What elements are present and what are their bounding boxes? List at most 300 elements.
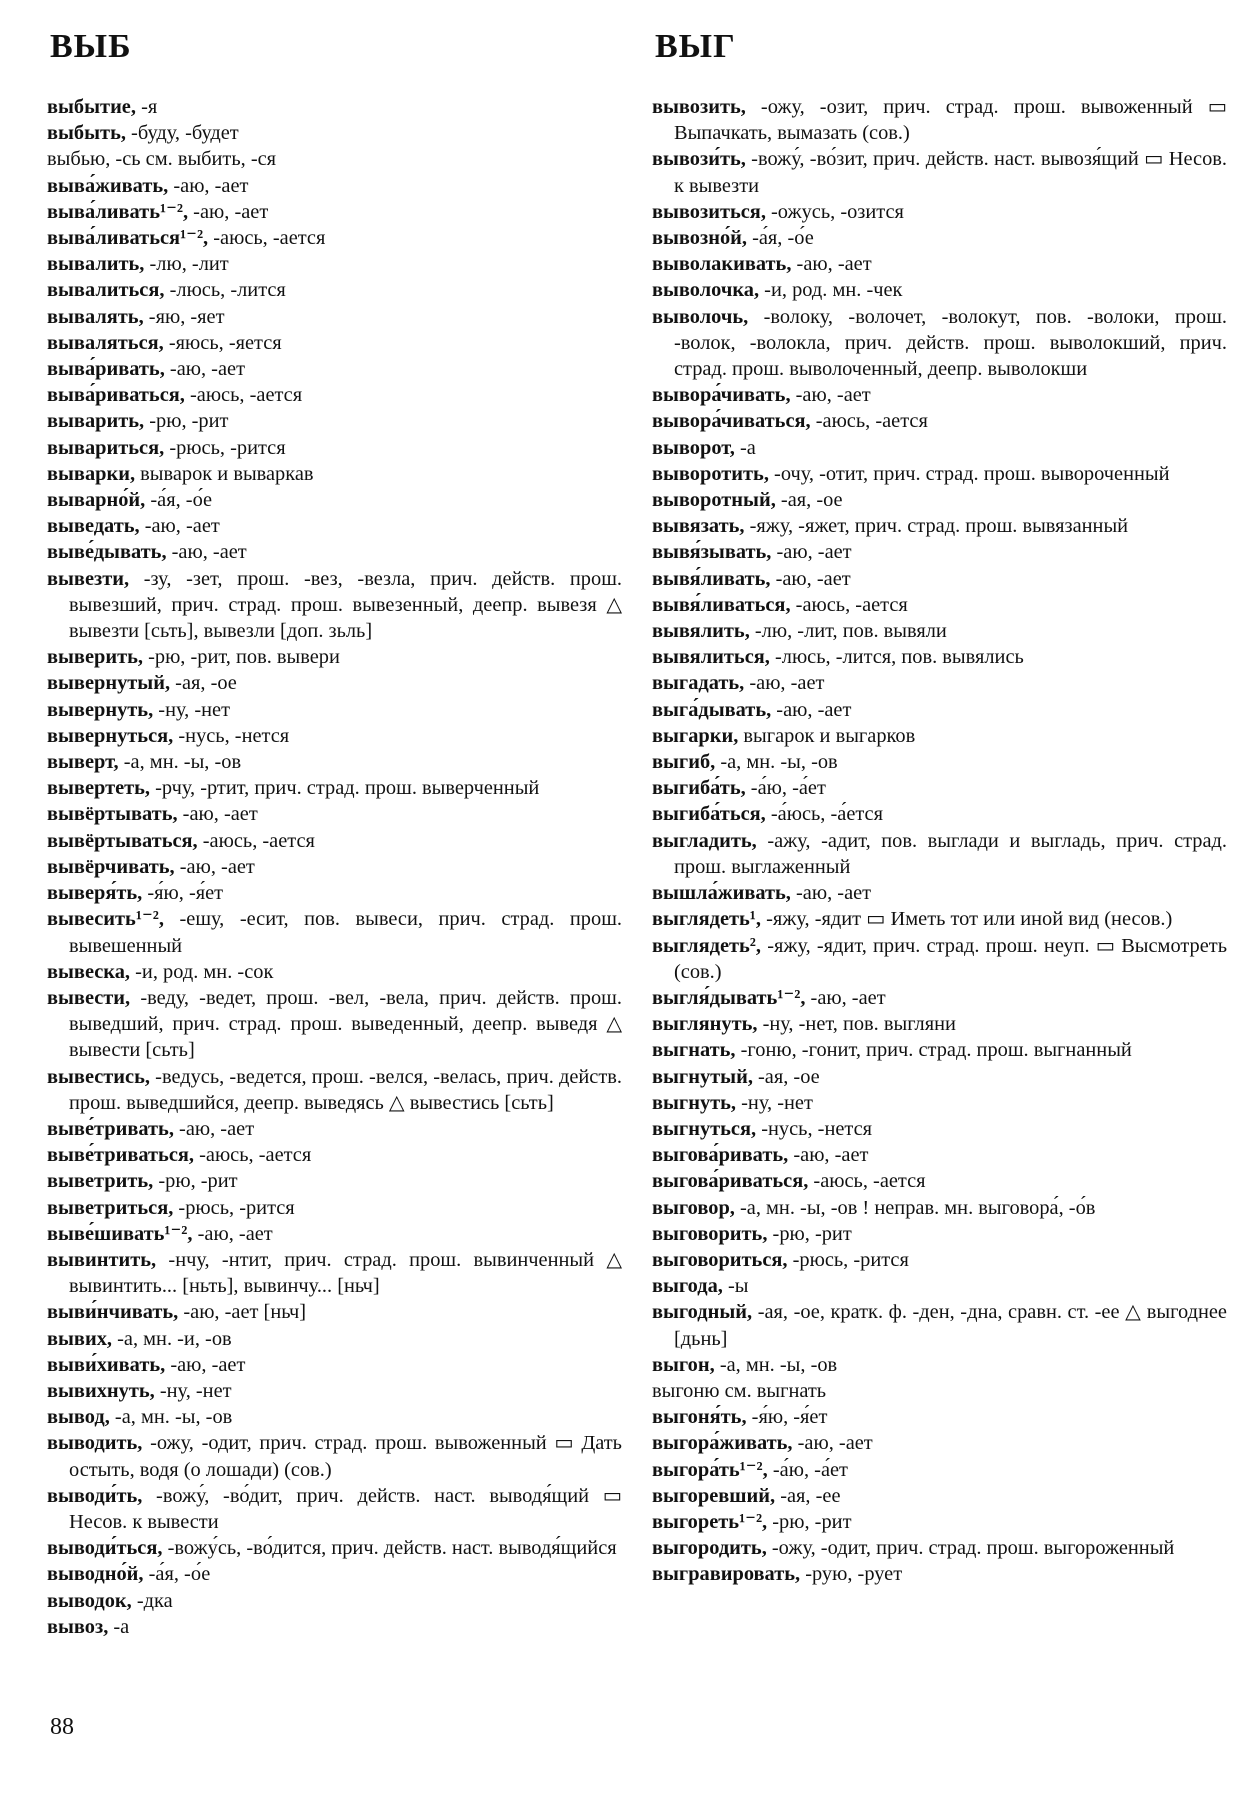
- dictionary-entry: [652, 1378, 1227, 1404]
- dictionary-entry: [47, 539, 622, 565]
- dictionary-entry: [652, 225, 1227, 251]
- dictionary-entry: [652, 670, 1227, 696]
- entry-forms: -и, род. мн. -сок: [130, 960, 274, 983]
- entry-headword: выговор,: [652, 1196, 735, 1219]
- entry-forms: -рю, -рит, пов. вывери: [142, 646, 340, 669]
- dictionary-entry: [652, 1273, 1227, 1299]
- dictionary-entry: [652, 906, 1227, 932]
- dictionary-entry: [652, 933, 1227, 985]
- entry-headword: вышла́живать,: [652, 882, 791, 905]
- entry-forms: -ая, -ое: [775, 489, 843, 512]
- dictionary-entry: [652, 1404, 1227, 1430]
- entry-forms: -рю, -рит: [144, 410, 229, 433]
- entry-forms: -вожу́сь, -во́дится, прич. действ. наст. выводя́щийся: [162, 1537, 617, 1560]
- entry-headword: выгореть¹⁻²,: [652, 1510, 768, 1533]
- entry-headword: выгнуть,: [652, 1091, 737, 1114]
- dictionary-entry: [652, 1142, 1227, 1168]
- dictionary-entry: [652, 94, 1227, 146]
- entry-headword: выводи́ться,: [47, 1537, 163, 1560]
- entry-headword: вывозиться,: [652, 200, 766, 223]
- dictionary-entry: [47, 880, 622, 906]
- entry-forms: -ожу, -озит, прич. страд. прош. вывоженный ▭ Выпачкать, вымазать (сов.): [674, 96, 1227, 145]
- entry-forms: -рую, -рует: [800, 1563, 903, 1586]
- entry-forms: -а: [734, 436, 756, 459]
- dictionary-entry: [47, 749, 622, 775]
- entry-headword: выве́триваться,: [47, 1144, 195, 1167]
- dictionary-entry: [47, 199, 622, 225]
- entry-headword: выгладить,: [652, 829, 757, 852]
- entry-forms: -аю, -ает: [788, 1144, 869, 1167]
- entry-headword: выгадать,: [652, 672, 745, 695]
- entry-headword: вывора́чиваться,: [652, 410, 811, 433]
- dictionary-entry: [47, 801, 622, 827]
- entry-forms: -лю, -лит: [144, 253, 229, 276]
- entry-headword: выговорить,: [652, 1222, 768, 1245]
- entry-headword: вывози́ть,: [652, 148, 746, 171]
- entry-forms: -яюсь, -яется: [163, 331, 282, 354]
- dictionary-entry: [652, 1430, 1227, 1456]
- dictionary-entry: [652, 513, 1227, 539]
- entry-forms: -аю, -ает: [188, 200, 269, 223]
- dictionary-entry: [47, 1247, 622, 1299]
- entry-forms: -яю, -яет: [143, 305, 225, 328]
- dictionary-entry: [47, 1430, 622, 1482]
- entry-headword: выварить,: [47, 410, 145, 433]
- dictionary-entry: [652, 1064, 1227, 1090]
- entry-headword: выбыть,: [47, 122, 126, 145]
- dictionary-entry: [47, 513, 622, 539]
- entry-forms: -рюсь, -рится: [787, 1248, 909, 1271]
- entry-headword: выгора́живать,: [652, 1432, 793, 1455]
- entry-headword: выговориться,: [652, 1248, 788, 1271]
- dictionary-entry: [652, 199, 1227, 225]
- entry-headword: выгоревший,: [652, 1484, 776, 1507]
- dictionary-entry: [47, 461, 622, 487]
- entry-forms: -аю, -ает: [771, 541, 852, 564]
- entry-forms: -аю, -ает: [177, 803, 258, 826]
- dictionary-entry: [47, 408, 622, 434]
- entry-forms: -вожу́, -во́зит, прич. действ. наст. вывозя́щий ▭ Несов. к вывезти: [674, 148, 1227, 197]
- dictionary-entry: [652, 251, 1227, 277]
- dictionary-entry: [652, 749, 1227, 775]
- entry-forms: -ешу, -есит, пов. вывеси, прич. страд. прош. вывешенный: [69, 908, 622, 957]
- entry-forms: -а́я, -о́е: [145, 489, 213, 512]
- entry-headword: выгора́ть¹⁻²,: [652, 1458, 768, 1481]
- entry-headword: выглядеть²,: [652, 934, 762, 957]
- entry-headword: вывеска,: [47, 960, 131, 983]
- entry-forms: -ну, -нет, пов. выгляни: [757, 1013, 956, 1036]
- dictionary-entry: [652, 1535, 1227, 1561]
- entry-headword: вывозить,: [652, 96, 746, 118]
- dictionary-entry: [47, 1221, 622, 1247]
- entry-headword: вывялиться,: [652, 646, 770, 669]
- entry-headword: вывя́ливаться,: [652, 593, 791, 616]
- entry-headword: вывихнуть,: [47, 1379, 155, 1402]
- dictionary-entry: [47, 566, 622, 645]
- entry-forms: -аю, -ает: [173, 1117, 255, 1140]
- dictionary-entry: [47, 1299, 622, 1325]
- entry-forms: -я: [135, 96, 158, 118]
- entry-headword: выветрить,: [47, 1170, 154, 1193]
- dictionary-entry: [652, 1116, 1227, 1142]
- entry-headword: выгова́ривать,: [652, 1144, 789, 1167]
- entry-forms: -люсь, -лится: [164, 279, 286, 302]
- entry-headword: выгиба́ться,: [652, 803, 766, 826]
- dictionary-entry: [652, 146, 1227, 198]
- entry-headword: выварки,: [47, 462, 136, 485]
- dictionary-entry: [652, 985, 1227, 1011]
- entry-headword: вывернуться,: [47, 724, 174, 747]
- entry-forms: -аю, -ает: [790, 882, 872, 905]
- dictionary-entry: [47, 120, 622, 146]
- entry-forms: -а́юсь, -а́ется: [765, 803, 883, 826]
- dictionary-entry: [47, 173, 622, 199]
- dictionary-entry: [47, 1195, 622, 1221]
- entry-headword: выводно́й,: [47, 1563, 144, 1586]
- dictionary-entry: [652, 1168, 1227, 1194]
- dictionary-entry: [652, 592, 1227, 618]
- entry-forms: -аюсь, -ается: [790, 593, 908, 616]
- entry-forms: -аю, -ает: [792, 1432, 873, 1455]
- entry-forms: -ожу, -одит, прич. страд. прош. вывоженный ▭ Дать остыть, водя (о лошади) (сов.): [69, 1432, 622, 1481]
- entry-forms: -волоку, -волочет, -волокут, пов. -волоки, прош. -волок, -волокла, прич. действ. прош. выволокший, прич. страд. прош. выволоченный, деепр. выволокши: [674, 305, 1227, 381]
- entry-forms: -рюсь, -рится: [164, 436, 286, 459]
- entry-forms: выгарок и выгарков: [738, 724, 916, 747]
- entry-headword: выводить,: [47, 1432, 143, 1455]
- entry-headword: выведать,: [47, 515, 140, 538]
- entry-headword: вывёртывать,: [47, 803, 178, 826]
- entry-forms: -ну, -нет: [736, 1091, 813, 1114]
- dictionary-entry: [47, 1483, 622, 1535]
- entry-headword: вывёртываться,: [47, 829, 198, 852]
- dictionary-entry: [652, 1195, 1227, 1221]
- entry-forms: -аюсь, -ается: [808, 1170, 926, 1193]
- entry-forms: -рю, -рит: [767, 1222, 852, 1245]
- dictionary-entry: [652, 697, 1227, 723]
- entry-forms: -ожу, -одит, прич. страд. прош. выгороженный: [766, 1537, 1175, 1560]
- entry-forms: выгоню см. выгнать: [652, 1379, 827, 1402]
- dictionary-entry: [47, 854, 622, 880]
- entry-headword: выгарки,: [652, 724, 739, 747]
- entry-forms: -аю, -ает: [139, 515, 220, 538]
- entry-forms: -аю, -ает: [168, 174, 249, 197]
- entry-headword: выволакивать,: [652, 253, 792, 276]
- entry-headword: выва́ривать,: [47, 358, 165, 381]
- dictionary-entry: [652, 435, 1227, 461]
- entry-headword: выва́живать,: [47, 174, 169, 197]
- entry-headword: вывалиться,: [47, 279, 165, 302]
- dictionary-entry: [47, 1352, 622, 1378]
- entry-forms: -аюсь, -ается: [208, 227, 326, 250]
- entry-forms: -ы: [722, 1275, 749, 1298]
- dictionary-entry: [652, 1483, 1227, 1509]
- entry-headword: выви́нчивать,: [47, 1301, 179, 1324]
- running-head-left: ВЫБ: [50, 28, 132, 65]
- entry-forms: -аю, -ает: [164, 358, 245, 381]
- entry-headword: выверя́ть,: [47, 882, 143, 905]
- dictionary-entry: [47, 382, 622, 408]
- dictionary-entry: [47, 1404, 622, 1430]
- page-number: 88: [50, 1714, 74, 1740]
- dictionary-entry: [47, 670, 622, 696]
- entry-forms: -я́ю, -я́ет: [142, 882, 224, 905]
- entry-forms: -а, мн. -ы, -ов: [109, 1406, 233, 1429]
- entry-forms: выбью, -сь см. выбить, -ся: [47, 148, 277, 171]
- entry-forms: -ну, -нет: [153, 698, 230, 721]
- entry-forms: -а, мн. -ы, -ов ! неправ. мн. выговора́, -о́в: [734, 1196, 1096, 1219]
- entry-forms: -аю, -ает [ньч]: [178, 1301, 307, 1324]
- dictionary-entry: [652, 408, 1227, 434]
- entry-forms: -нчу, -нтит, прич. страд. прош. вывинченный △ вывинтить... [ньть], вывинчу... [ньч]: [69, 1248, 622, 1298]
- entry-headword: выверить,: [47, 646, 143, 669]
- dictionary-entry: [47, 1378, 622, 1404]
- entry-headword: выгиба́ть,: [652, 777, 746, 800]
- entry-forms: -зу, -зет, прош. -вез, -везла, прич. действ. прош. вывезший, прич. страд. прош. вывезенный, деепр. вывезя △ вывезти [сьть], вывезли [доп. зьль]: [69, 567, 622, 643]
- entry-headword: выволочь,: [652, 305, 749, 328]
- entry-forms: -ведусь, -ведется, прош. -велся, -велась, прич. действ. прош. выведшийся, деепр. выведясь △ вывестись [сьть]: [69, 1065, 622, 1114]
- dictionary-entry: [652, 1247, 1227, 1273]
- entry-forms: выварок и вываркав: [135, 462, 314, 485]
- entry-forms: -очу, -отит, прич. страд. прош. вывороченный: [768, 462, 1170, 485]
- entry-headword: вывернутый,: [47, 672, 171, 695]
- dictionary-entry: [47, 828, 622, 854]
- entry-headword: вывя́зывать,: [652, 541, 772, 564]
- entry-headword: вывестись,: [47, 1065, 150, 1088]
- entry-headword: выверт,: [47, 751, 119, 774]
- entry-headword: выбытие,: [47, 96, 136, 118]
- entry-headword: выга́дывать,: [652, 698, 772, 721]
- entry-forms: -рю, -рит: [153, 1170, 238, 1193]
- entry-forms: -ажу, -адит, пов. выглади и выгладь, прич. страд. прош. выглаженный: [674, 829, 1227, 878]
- entry-forms: -лю, -лит, пов. вывяли: [749, 620, 947, 643]
- entry-headword: выве́дывать,: [47, 541, 167, 564]
- entry-forms: -а, мн. -ы, -ов: [714, 1353, 838, 1376]
- entry-headword: выгравировать,: [652, 1563, 801, 1586]
- dictionary-entry: [47, 985, 622, 1064]
- dictionary-entry: [47, 644, 622, 670]
- entry-forms: -гоню, -гонит, прич. страд. прош. выгнанный: [735, 1039, 1132, 1062]
- dictionary-entry: [47, 1561, 622, 1587]
- entry-headword: выворотный,: [652, 489, 776, 512]
- entry-headword: вывертеть,: [47, 777, 151, 800]
- entry-headword: выва́ливаться¹⁻²,: [47, 227, 209, 250]
- dictionary-entry: [652, 618, 1227, 644]
- entry-forms: -вожу́, -во́дит, прич. действ. наст. выводя́щий ▭ Несов. к вывести: [69, 1484, 622, 1533]
- entry-headword: выве́шивать¹⁻²,: [47, 1222, 193, 1245]
- entry-forms: -нусь, -нется: [756, 1117, 873, 1140]
- entry-headword: вывязать,: [652, 515, 745, 538]
- dictionary-entry: [652, 1457, 1227, 1483]
- entry-forms: -аю, -ает: [771, 698, 852, 721]
- dictionary-entry: [47, 330, 622, 356]
- dictionary-entry: [47, 435, 622, 461]
- dictionary-entry: [47, 1326, 622, 1352]
- dictionary-entry: [47, 304, 622, 330]
- entry-headword: выгодный,: [652, 1301, 753, 1324]
- dictionary-entry: [47, 1168, 622, 1194]
- entry-forms: -ая, -ее: [775, 1484, 841, 1507]
- dictionary-entry: [652, 1037, 1227, 1063]
- dictionary-entry: [652, 828, 1227, 880]
- entry-headword: вывезти,: [47, 567, 130, 590]
- dictionary-entry: [47, 697, 622, 723]
- entry-forms: -а́я, -о́е: [143, 1563, 211, 1586]
- dictionary-entry: [47, 906, 622, 958]
- left-column: [47, 94, 622, 1640]
- entry-forms: -а: [108, 1615, 130, 1638]
- dictionary-entry: [47, 487, 622, 513]
- entry-forms: -дка: [131, 1589, 173, 1612]
- dictionary-entry: [652, 1561, 1227, 1587]
- entry-forms: -аюсь, -ается: [810, 410, 928, 433]
- dictionary-entry: [47, 146, 622, 172]
- entry-forms: -я́ю, -я́ет: [746, 1406, 828, 1429]
- entry-forms: -а́ю, -а́ет: [745, 777, 826, 800]
- entry-forms: -аю, -ает: [744, 672, 825, 695]
- entry-headword: вывора́чивать,: [652, 384, 791, 407]
- entry-forms: -а, мн. -ы, -ов: [118, 751, 242, 774]
- entry-forms: -а, мн. -ы, -ов: [715, 751, 838, 774]
- entry-headword: вывалить,: [47, 253, 145, 276]
- entry-forms: -а, мн. -и, -ов: [112, 1327, 232, 1350]
- dictionary-entry: [652, 1509, 1227, 1535]
- dictionary-entry: [652, 1090, 1227, 1116]
- entry-headword: выгоня́ть,: [652, 1406, 747, 1429]
- entry-headword: выводок,: [47, 1589, 132, 1612]
- entry-forms: -а́я, -о́е: [746, 227, 814, 250]
- entry-forms: -ожусь, -озится: [765, 200, 904, 223]
- entry-headword: вывод,: [47, 1406, 110, 1429]
- entry-headword: вывариться,: [47, 436, 165, 459]
- entry-headword: выва́ливать¹⁻²,: [47, 200, 189, 223]
- dictionary-entry: [652, 382, 1227, 408]
- dictionary-entry: [47, 251, 622, 277]
- dictionary-entry: [47, 723, 622, 749]
- running-head-right: ВЫГ: [655, 28, 736, 65]
- entry-headword: выволочка,: [652, 279, 760, 302]
- entry-forms: -яжу, -яжет, прич. страд. прош. вывязанный: [744, 515, 1129, 538]
- entry-forms: -аю, -ает: [791, 253, 872, 276]
- entry-forms: -ая, -ое: [752, 1065, 820, 1088]
- entry-headword: выглянуть,: [652, 1013, 758, 1036]
- dictionary-entry: [652, 1221, 1227, 1247]
- entry-forms: -рюсь, -рится: [173, 1196, 295, 1219]
- entry-headword: вывялить,: [652, 620, 750, 643]
- entry-forms: -аю, -ает: [174, 855, 255, 878]
- entry-headword: выворот,: [652, 436, 735, 459]
- dictionary-entry: [652, 304, 1227, 383]
- entry-forms: -аю, -ает: [165, 1353, 246, 1376]
- entry-headword: выва́риваться,: [47, 384, 185, 407]
- entry-forms: -рчу, -ртит, прич. страд. прош. выверченный: [150, 777, 540, 800]
- entry-forms: -ая, -ое: [170, 672, 237, 695]
- entry-forms: -яжу, -ядит, прич. страд. прош. неуп. ▭ Высмотреть (сов.): [674, 934, 1227, 983]
- dictionary-entry: [47, 356, 622, 382]
- entry-headword: выгнуться,: [652, 1117, 757, 1140]
- entry-forms: -аю, -ает: [166, 541, 247, 564]
- entry-headword: вывалять,: [47, 305, 144, 328]
- entry-forms: -рю, -рит: [767, 1510, 852, 1533]
- entry-forms: -веду, -ведет, прош. -вел, -вела, прич. действ. прош. выведший, прич. страд. прош. выведенный, деепр. выведя △ вывести [сьть]: [69, 986, 622, 1062]
- entry-headword: выгнать,: [652, 1039, 736, 1062]
- entry-headword: вывозно́й,: [652, 227, 747, 250]
- entry-forms: -ая, -ое, кратк. ф. -ден, -дна, сравн. ст. -ее △ выгоднее [дьнь]: [674, 1301, 1227, 1350]
- dictionary-entry: [652, 644, 1227, 670]
- entry-headword: выгнутый,: [652, 1065, 753, 1088]
- entry-headword: выгова́риваться,: [652, 1170, 809, 1193]
- dictionary-entry: [652, 1299, 1227, 1351]
- dictionary-entry: [652, 487, 1227, 513]
- entry-headword: выгородить,: [652, 1537, 767, 1560]
- dictionary-entry: [47, 1614, 622, 1640]
- entry-forms: -аюсь, -ается: [197, 829, 315, 852]
- dictionary-entry: [652, 801, 1227, 827]
- entry-headword: выви́хивать,: [47, 1353, 166, 1376]
- entry-headword: выве́тривать,: [47, 1117, 174, 1140]
- dictionary-entry: [47, 94, 622, 120]
- entry-headword: выварно́й,: [47, 489, 146, 512]
- entry-forms: -аю, -ает: [790, 384, 871, 407]
- entry-forms: -аюсь, -ается: [184, 384, 303, 407]
- entry-forms: -люсь, -лится, пов. вывялись: [769, 646, 1024, 669]
- entry-forms: -аю, -ает: [770, 567, 851, 590]
- dictionary-entry: [652, 723, 1227, 749]
- dictionary-entry: [47, 959, 622, 985]
- entry-headword: вывернуть,: [47, 698, 154, 721]
- entry-headword: вывоз,: [47, 1615, 109, 1638]
- dictionary-entry: [652, 1352, 1227, 1378]
- dictionary-entry: [652, 539, 1227, 565]
- entry-forms: -аюсь, -ается: [194, 1144, 312, 1167]
- entry-headword: выгода,: [652, 1275, 723, 1298]
- entry-headword: вывих,: [47, 1327, 112, 1350]
- entry-forms: -буду, -будет: [125, 122, 239, 145]
- entry-headword: выгиб,: [652, 751, 716, 774]
- entry-headword: выветриться,: [47, 1196, 174, 1219]
- dictionary-entry: [652, 775, 1227, 801]
- entry-forms: -аю, -ает: [805, 986, 886, 1009]
- dictionary-entry: [652, 277, 1227, 303]
- right-column: [652, 94, 1227, 1588]
- dictionary-entry: [47, 277, 622, 303]
- entry-headword: вывесить¹⁻²,: [47, 908, 164, 931]
- entry-headword: выгля́дывать¹⁻²,: [652, 986, 806, 1009]
- dictionary-entry: [652, 566, 1227, 592]
- dictionary-entry: [47, 1064, 622, 1116]
- entry-headword: выводи́ть,: [47, 1484, 143, 1507]
- entry-forms: -нусь, -нется: [173, 724, 290, 747]
- dictionary-entry: [47, 775, 622, 801]
- entry-headword: выгон,: [652, 1353, 715, 1376]
- entry-forms: -яжу, -ядит ▭ Иметь тот или иной вид (несов.): [761, 908, 1173, 931]
- dictionary-entry: [652, 880, 1227, 906]
- dictionary-entry: [47, 1116, 622, 1142]
- entry-headword: вывя́ливать,: [652, 567, 771, 590]
- dictionary-entry: [47, 225, 622, 251]
- dictionary-entry: [47, 1588, 622, 1614]
- entry-forms: -аю, -ает: [192, 1222, 273, 1245]
- entry-headword: вывёрчивать,: [47, 855, 175, 878]
- entry-forms: -а́ю, -а́ет: [767, 1458, 848, 1481]
- entry-headword: выглядеть¹,: [652, 908, 762, 931]
- dictionary-entry: [652, 461, 1227, 487]
- dictionary-entry: [652, 1011, 1227, 1037]
- entry-headword: вываляться,: [47, 331, 164, 354]
- dictionary-entry: [47, 1142, 622, 1168]
- entry-forms: -и, род. мн. -чек: [759, 279, 903, 302]
- entry-headword: вывести,: [47, 986, 131, 1009]
- entry-headword: вывинтить,: [47, 1248, 157, 1271]
